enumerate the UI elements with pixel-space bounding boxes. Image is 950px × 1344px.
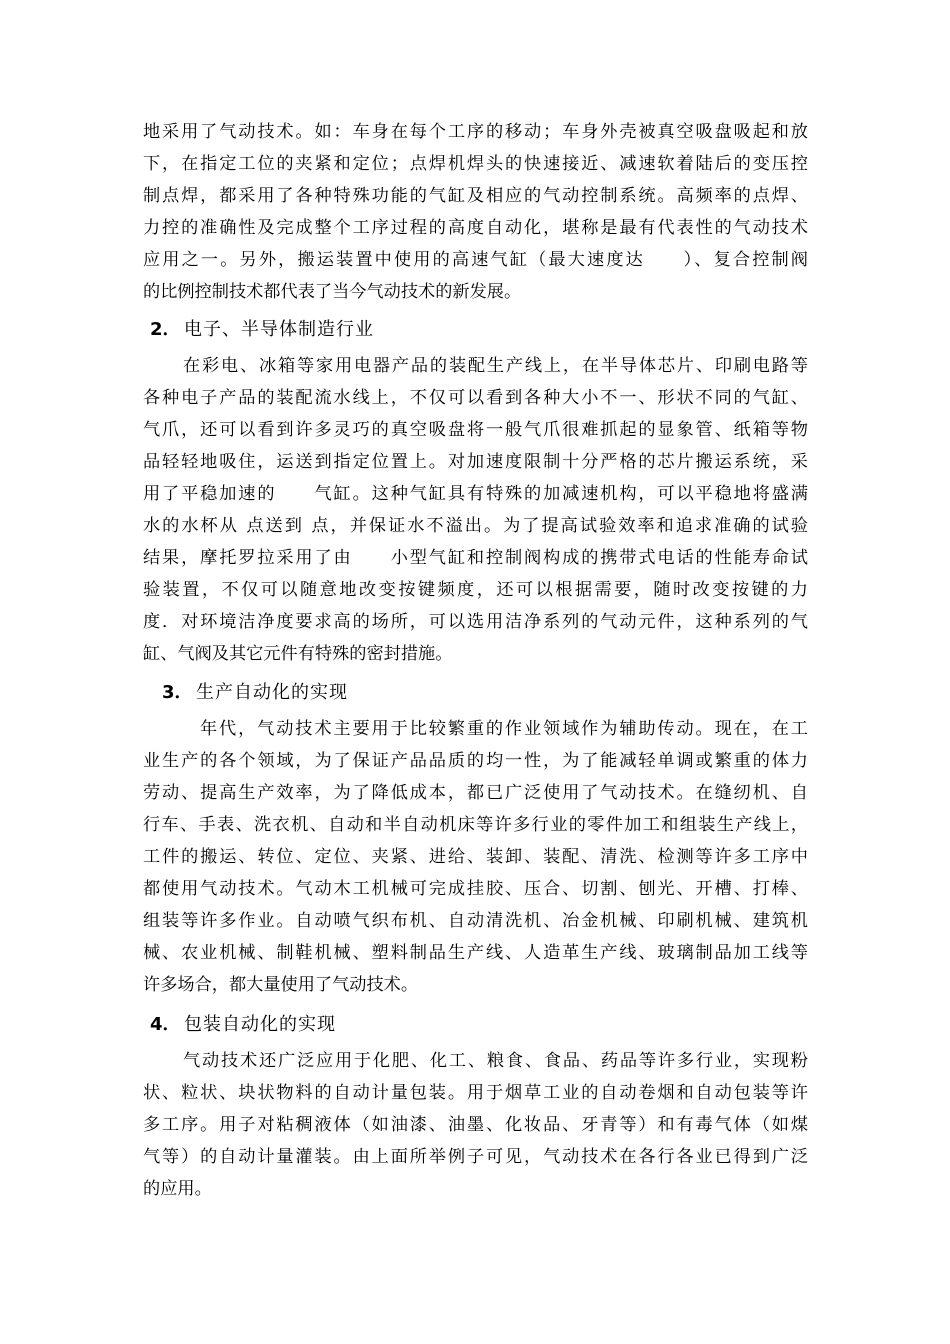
paragraph-line: 验装置，不仅可以随意地改变按键频度，还可以根据需要，随时改变按键的力 [143,580,808,600]
paragraph-line: 械、农业机械、制鞋机械、塑料制品生产线、人造革生产线、玻璃制品加工线等 [143,943,808,963]
paragraph-line: 组装等许多作业。自动喷气织布机、自动清洗机、冶金机械、印刷机械、建筑机 [143,911,808,931]
paragraph-line: 应用之一。另外，搬运装置中使用的高速气缸（最大速度达 ）、复合控制阀 [143,250,808,270]
paragraph-line: 水的水杯从 点送到 点，并保证水不溢出。为了提高试验效率和追求准确的试验 [143,516,808,536]
section-title: 包装自动化的实现 [184,1014,336,1035]
paragraph-line: 地采用了气动技术。如：车身在每个工序的移动；车身外壳被真空吸盘吸起和放 [143,122,808,142]
section-heading-2 [150,313,374,347]
section-title: 电子、半导体制造行业 [184,319,374,340]
paragraph-line: 在彩电、冰箱等家用电器产品的装配生产线上，在半导体芯片、印刷电路等 [183,356,808,376]
paragraph-line: 年代，气动技术主要用于比较繁重的作业领域作为辅助传动。现在，在工 [200,719,808,739]
paragraph-line: 多工序。用子对粘稠液体（如油漆、油墨、化妆品、牙青等）和有毒气体（如煤 [143,1115,808,1135]
paragraph-line: 品轻轻地吸住，运送到指定位置上。对加速度限制十分严格的芯片搬运系统，采 [143,452,808,472]
section-heading-3 [162,676,348,710]
paragraph-line: 度．对环境洁净度要求高的场所，可以选用洁净系列的气动元件，这种系列的气 [143,612,808,632]
paragraph-line: 劳动、提高生产效率，为了降低成本，都已广泛使用了气动技术。在缝纫机、自 [143,783,808,803]
paragraph-line: 下，在指定工位的夹紧和定位；点焊机焊头的快速接近、减速软着陆后的变压控 [143,154,808,174]
section-title: 生产自动化的实现 [196,682,348,703]
paragraph-line: 气等）的自动计量灌装。由上面所举例子可见，气动技术在各行各业已得到广泛 [143,1147,808,1167]
paragraph-line: 力控的准确性及完成整个工序过程的高度自动化，堪称是最有代表性的气动技术 [143,218,808,238]
section-number: 3． [162,682,193,703]
section-heading-4 [150,1008,336,1042]
paragraph-line: 的应用。 [143,1179,212,1199]
paragraph-line: 行车、手表、洗衣机、自动和半自动机床等许多行业的零件加工和组装生产线上， [143,815,808,835]
paragraph-line: 各种电子产品的装配流水线上，不仅可以看到各种大小不一、形状不同的气缸、 [143,388,808,408]
paragraph-line: 结果，摩托罗拉采用了由 小型气缸和控制阀构成的携带式电话的性能寿命试 [143,548,808,568]
paragraph-line: 制点焊，都采用了各种特殊功能的气缸及相应的气动控制系统。高频率的点焊、 [143,186,808,206]
paragraph-line: 都使用气动技术。气动木工机械可完成挂胶、压合、切割、刨光、开槽、打棒、 [143,879,808,899]
paragraph-line: 许多场合，都大量使用了气动技术。 [143,975,419,995]
paragraph-line: 气动技术还广泛应用于化肥、化工、粮食、食品、药品等许多行业，实现粉 [183,1051,808,1071]
section-number: 2． [150,319,181,340]
section-number: 4． [150,1014,181,1035]
paragraph-line: 工件的搬运、转位、定位、夹紧、进给、装卸、装配、清洗、检测等许多工序中 [143,847,808,867]
paragraph-line: 状、粒状、块状物料的自动计量包装。用于烟草工业的自动卷烟和自动包装等许 [143,1083,808,1103]
paragraph-line: 的比例控制技术都代表了当今气动技术的新发展。 [143,282,522,302]
paragraph-line: 缸、气阀及其它元件有特殊的密封措施。 [143,644,453,664]
paragraph-line: 用了平稳加速的 气缸。这种气缸具有特殊的加减速机构，可以平稳地将盛满 [143,484,808,504]
paragraph-line: 业生产的各个领域，为了保证产品品质的均一性，为了能减轻单调或繁重的体力 [143,751,808,771]
paragraph-line: 气爪，还可以看到许多灵巧的真空吸盘将一般气爪很难抓起的显象管、纸箱等物 [143,420,808,440]
